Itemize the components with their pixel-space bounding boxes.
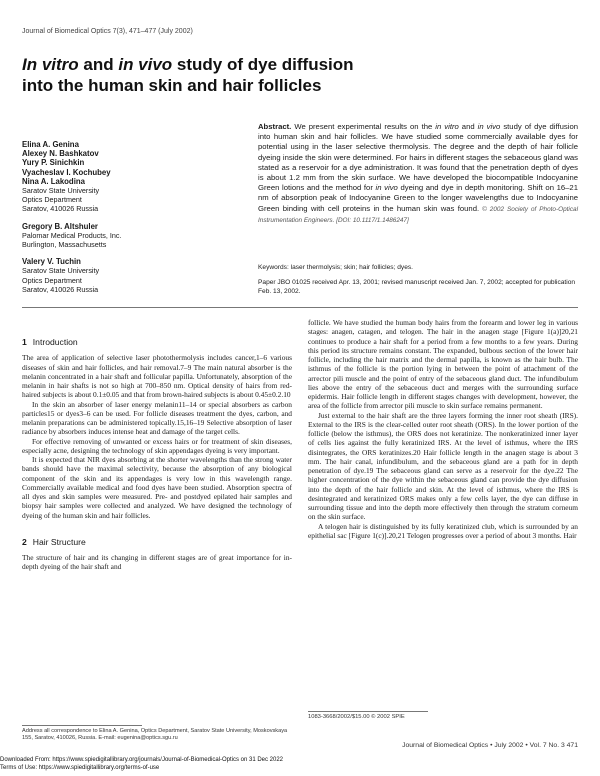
title-in-vivo: in vivo	[118, 55, 173, 74]
page-footer: Journal of Biomedical Optics • July 2002 • Vol. 7 No. 3 471	[402, 742, 578, 749]
paragraph: The area of application of selective laser photothermolysis includes cancer,1–6 various diseases of skin and hair follicles, and hair removal.7–9 The main natural absorber is the melanin concentrated in a hair shaft and follicular papilla. Unfortunately, absorption of the melanin in hair shafts is not so high at 700–850 nm. Optical density of hairs from red-haired subjects is about 0.1±0.05 and that from brown-haired subjects is about 0.45±0.2.10	[22, 353, 292, 400]
correspondence-note: Address all correspondence to Elina A. Genina, Optics Department, Saratov State University, Moskovskaya 155, Saratov, 410026, Russia. E-mail: eugenina@optics.sgu.ru	[22, 728, 288, 742]
column-right	[308, 318, 578, 540]
affiliation-line: Palomar Medical Products, Inc.	[22, 230, 122, 240]
affiliation-line: Saratov, 410026 Russia	[22, 284, 99, 294]
terms-link[interactable]: Terms of Use: https://www.spiedigitallibrary.org/terms-of-use	[0, 765, 160, 771]
abstract-copyright: © 2002 Society of Photo-Optical Instrumentation Engineers.	[258, 205, 578, 224]
received-dates: Paper JBO 01025 received Apr. 13, 2001; revised manuscript received Jan. 7, 2002; accepted for publication Feb. 13, 2002.	[258, 279, 576, 295]
affiliation-line: Saratov State University	[22, 266, 100, 276]
abstract-text: in vivo	[477, 122, 501, 131]
paragraph: For effective removing of unwanted or excess hairs or for treatment of skin diseases, especially acne, designing the technology of skin appendages dyeing is very important.	[22, 436, 292, 455]
abstract-text: in vivo	[375, 183, 398, 193]
author-name: Alexey N. Bashkatov	[22, 149, 99, 159]
author-group-2	[22, 222, 242, 250]
paragraph: Just external to the hair shaft are the three layers forming the inner root sheath (IRS). External to the IRS is the clear-celled outer root sheath (ORS). In the lower portion of the follicle (below the isthmus), the ORS does not keratinize. The nonkeratinized inner layer of cells lies against the fully keratinized IRS. At the level of isthmus, where the IRS disintegrates, the ORS keratinizes.20 Hair follicle length in the anagen stage is about 3 mm. The hair canal, infundibulum, and the sebaceous gland are a path for in depth penetration of dye.19 The sebaceous gland can serve as a reservoir for the dye.22 The higher concentration of the dye within the sebaceous gland can provide the dye diffusion into the depth of the hair follicle and skin. At the level of isthmus, where the IRS is desintegrated and keratinized ORS makes only a few cells layer, the dye can diffuse in surrounding tissue and into the depth more effectively then through the stratum corneum on the skin surface.	[308, 410, 578, 522]
journal-header: Journal of Biomedical Optics 7(3), 471–477 (July 2002)	[22, 28, 193, 35]
author-name: Vyacheslav I. Kochubey	[22, 167, 111, 177]
affiliation-line: Optics Department	[22, 195, 82, 205]
paragraph: In the skin an absorber of laser energy melanin11–14 or special absorbers as carbon particles15 or dyes3–6 can be used. For follicle diseases treatment the dyes, carbon, and melanin preparations can be administered topically.15,16–19 Selective absorption of laser radiance by absorbers induces intense heat and damage of the target cells.	[22, 399, 292, 437]
abstract-text: in vitro	[435, 122, 459, 131]
footnote-divider	[22, 725, 142, 726]
affiliation-line: Saratov State University	[22, 186, 100, 196]
affiliation-line: Optics Department	[22, 275, 82, 285]
author-group-1	[22, 140, 242, 214]
paragraph: A telogen hair is distinguished by its fully keratinized club, which is surrounded by an epithelial sac [Figure 1(c)].20,21 Telogen progresses over a period of about 3 months. Hair	[308, 521, 578, 540]
title-text: and	[78, 55, 119, 74]
author-name: Elina A. Genina	[22, 140, 79, 149]
column-left	[22, 338, 292, 572]
abstract-label: Abstract.	[258, 122, 292, 131]
section-heading-hair-structure	[22, 538, 292, 547]
download-notice: Downloaded From: https://www.spiedigitallibrary.org/journals/Journal-of-Biomedical-Optics on 31 Dec 2022	[0, 757, 284, 763]
section-title: Hair Structure	[32, 536, 86, 547]
author-list	[22, 140, 242, 302]
footnote-divider	[308, 711, 428, 712]
author-name: Yury P. Sinichkin	[22, 158, 85, 168]
issn-line: 1083-3668/2002/$15.00 © 2002 SPIE	[308, 714, 405, 720]
header-divider	[22, 307, 578, 308]
title-text: study of dye diffusion	[172, 55, 354, 74]
paragraph: It is expected that NIR dyes absorbing at the shorter wavelengths than the strong water bands should have the maximal selectivity, because the absorption of any biological component of the skin and its appendages is very low in this wavelength range. Commercially available medical and food dyes have been studied. Absorption spectra of all dyes and skin samples were measured. Pre- and postdyed epilated hair samples and biopsy hair samples were collected and analyzed. We have designed the technology of dyeing of the human skin and hair follicles.	[22, 455, 292, 520]
abstract-text: dyeing and dye in depth monitoring. Shift on 16–21 nm of absorption peak of Indocyanine Green to the longer wavelengths due to Indocyanine Green binding with cell proteins in the human skin was found.	[258, 183, 578, 213]
paragraph: follicle. We have studied the human body hairs from the forearm and lower leg in various stages: anagen, catagen, and telogen. The hair in the anagen stage [Figure 1(a)]20,21 continues to produce a hair shaft for a period from a few months to a few years. During this period its structure remains constant. The expanded, bulbous section of the lower hair follicle, including the hair matrix and the dermal papilla, is known as the hair bulb. The isthmus of the follicle is the portion lying in between the point of attachment of the arrector pili muscle and the point of entry of the sebaceous gland duct. The infundibulum lies above the entry of the sebaceous duct and merges with the surrounding surface epidermis. Hair follicle length in different stages changes with development, however, the area of the follicle from arrector pili muscle to skin surface remains permanent.	[308, 318, 578, 411]
abstract-text: and	[458, 122, 478, 131]
section-number: 1	[22, 337, 27, 347]
abstract	[258, 122, 578, 226]
author-name: Valery V. Tuchin	[22, 257, 81, 267]
article-title	[22, 54, 442, 96]
title-line2: into the human skin and hair follicles	[22, 76, 322, 95]
section-title: Introduction	[32, 337, 78, 347]
author-name: Gregory B. Altshuler	[22, 221, 98, 231]
affiliation-line: Saratov, 410026 Russia	[22, 204, 99, 214]
keywords: Keywords: laser thermolysis; skin; hair follicles; dyes.	[258, 264, 414, 271]
title-in-vitro: In vitro	[22, 55, 79, 74]
author-group-3	[22, 257, 242, 294]
author-name: Nina A. Lakodina	[22, 176, 85, 186]
section-number: 2	[22, 536, 27, 547]
abstract-doi: [DOI: 10.1117/1.1486247]	[334, 216, 409, 224]
paragraph: The structure of hair and its changing in different stages are of great importance for in-depth dyeing of the hair shaft and	[22, 553, 292, 572]
section-heading-introduction	[22, 338, 292, 347]
abstract-text: We present experimental results on the	[291, 122, 436, 131]
abstract-text: study of dye diffusion into human skin and hair follicles. We have studied some commercially available dyes for potential using in the laser selective thermolysis. The degree and the depth of hair follicle dyeing inside the skin were determined. For hairs in different stages the sebaceous gland was stated as a reservoir for a dye administration. It was found that the penetration depth of dyes is about 1.2 mm from the skin surface. We have developed the biocompatible Indocyanine Green lotions and the method for	[258, 122, 578, 193]
affiliation-line: Burlington, Massachusetts	[22, 240, 107, 250]
